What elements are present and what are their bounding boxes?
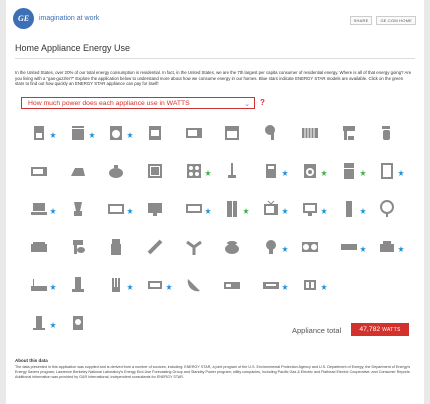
energy-star-icon [50,208,56,214]
fridge-freezer-icon[interactable] [223,200,241,218]
energy-star-icon [89,132,95,138]
printer-icon[interactable] [378,238,396,256]
unit-selector[interactable] [21,97,255,109]
energy-star-icon [398,246,404,252]
toaster-oven-icon[interactable] [30,162,48,180]
header-bar [6,0,424,36]
total-value: 47,782 [359,326,381,333]
total-label: Appliance total [292,326,342,335]
set-top-box-icon[interactable] [107,200,125,218]
baby-monitor-icon[interactable] [69,314,87,332]
energy-star-icon [282,246,288,252]
washing-machine-icon[interactable] [301,162,319,180]
rice-cooker-icon[interactable] [223,238,241,256]
appliance-item[interactable] [295,156,332,192]
router-icon[interactable] [30,276,48,294]
page [6,0,424,404]
crt-tv-icon[interactable] [262,200,280,218]
appliance-item[interactable] [372,194,409,230]
appliance-item[interactable] [372,156,409,192]
appliance-item [334,270,371,306]
lcd-tv-icon[interactable] [146,200,164,218]
appliance-item[interactable] [334,194,371,230]
about-heading: About this data [15,358,48,363]
about-text: The data presented in this application was supplied and is derived from a number of sources, including: ENERGY STAR, a joint program of the U.S. Environmental Protection Agency and U.S. Department of Energy; the Department of Energy's Energy Savers program; Lawrence Berkeley National Laboratory's Energy End-Use Forecasting Group and Standby Power program; utility companies, including Pacific Gas & Electric and Flathead Electric Cooperative; and Consumer Reports. Additional information was provided by G&R International, independent consultants for ENERGY STAR. [15,365,411,379]
dryer-icon[interactable] [107,124,125,142]
unit-selector-question: How much power does each appliance use in [28,100,165,107]
appliance-item[interactable] [334,232,371,268]
energy-star-icon [166,284,172,290]
cooktop-icon[interactable] [185,162,203,180]
energy-star-icon [282,284,288,290]
energy-star-payback-icon[interactable] [205,170,211,176]
energy-star-icon [205,208,211,214]
energy-star-payback-icon[interactable] [321,170,327,176]
monitor-icon[interactable] [301,200,319,218]
appliance-item[interactable] [217,232,254,268]
intro-text: In the United States, over 20% of our total energy consumption is residential. In fact, in the United States, we are the 7th largest per capita consumer of residential energy. Where is all of that energy going? Are you living with a "gas-guzzler?" Explore the application below to understand more about how we consume energy in our homes. Blue stars indicate ENERGY STAR models are available. Click on the green stars to find out how quickly an ENERGY STAR appliance can pay for itself! [15,70,412,87]
energy-star-icon [127,132,133,138]
dishwasher-icon[interactable] [69,124,87,142]
appliance-item[interactable] [101,194,138,230]
appliance-item[interactable] [24,194,61,230]
dvd-player-icon[interactable] [340,238,358,256]
energy-star-icon [282,170,288,176]
light-bulb-icon[interactable] [262,238,280,256]
appliance-item[interactable] [295,232,332,268]
appliance-item[interactable] [256,270,293,306]
appliance-item[interactable] [24,308,61,344]
appliance-item[interactable] [256,118,293,154]
appliance-item[interactable] [140,270,177,306]
share-button[interactable]: SHARE [350,16,373,25]
appliance-item[interactable] [24,270,61,306]
energy-star-icon [282,208,288,214]
hair-dryer-icon[interactable] [262,124,280,142]
iron-icon[interactable] [69,162,87,180]
appliance-item[interactable] [295,270,332,306]
appliance-item[interactable] [179,156,216,192]
appliance-item[interactable] [295,194,332,230]
cfl-bulb-icon[interactable] [107,276,125,294]
appliance-item[interactable] [63,232,100,268]
appliance-grid [24,118,416,323]
appliance-item[interactable] [334,156,371,192]
espresso-machine-icon[interactable] [340,124,358,142]
range-icon[interactable] [146,162,164,180]
total-unit: WATTS [382,326,401,333]
appliance-item[interactable] [24,232,61,268]
header-actions [350,16,416,25]
vacuum-icon[interactable] [223,162,241,180]
ceiling-fan-icon[interactable] [185,238,203,256]
stereo-icon[interactable] [301,238,319,256]
energy-star-payback-icon[interactable] [243,208,249,214]
spray-bottle-icon[interactable] [378,124,396,142]
appliance-item[interactable] [63,270,100,306]
appliance-item[interactable] [217,270,254,306]
scanner-icon[interactable] [30,238,48,256]
unit-selector-label [28,100,190,107]
energy-star-icon [50,132,56,138]
energy-star-payback-icon[interactable] [360,170,366,176]
radiator-icon[interactable] [301,124,319,142]
appliance-item[interactable] [334,118,371,154]
laptop-icon[interactable] [30,200,48,218]
appliance-item[interactable] [179,232,216,268]
fan-icon[interactable] [378,200,396,218]
flat-tv-icon[interactable] [185,200,203,218]
energy-star-icon [127,208,133,214]
appliance-item[interactable] [24,118,61,154]
appliance-item[interactable] [101,232,138,268]
desktop-tower-icon[interactable] [340,200,358,218]
appliance-item [372,270,409,306]
energy-star-icon [321,284,327,290]
game-console-icon[interactable] [146,276,164,294]
blender-icon[interactable] [69,200,87,218]
water-dispenser-icon[interactable] [107,238,125,256]
appliance-item[interactable] [63,156,100,192]
appliance-item[interactable] [179,194,216,230]
refrigerator-icon[interactable] [340,162,358,180]
appliance-item[interactable] [140,156,177,192]
appliance-item[interactable] [140,194,177,230]
appliance-item[interactable] [256,156,293,192]
vcr-icon[interactable] [262,276,280,294]
appliance-item[interactable] [63,194,100,230]
appliance-item[interactable] [63,118,100,154]
help-icon[interactable]: ? [260,98,265,107]
energy-star-icon [127,284,133,290]
appliance-item[interactable] [24,156,61,192]
unit-selector-value: WATTS [166,100,190,107]
appliance-item[interactable] [140,118,177,154]
appliance-item[interactable] [179,270,216,306]
energy-star-icon [50,284,56,290]
washer-icon[interactable] [146,124,164,142]
appliance-item[interactable] [101,270,138,306]
energy-star-icon [321,208,327,214]
tagline: imagination at work [39,15,100,22]
appliance-item[interactable] [256,232,293,268]
appliance-item[interactable] [217,118,254,154]
energy-star-icon [50,322,56,328]
dehumidifier-icon[interactable] [262,162,280,180]
energy-star-icon [360,246,366,252]
ge-logo[interactable]: GE [13,8,34,29]
appliance-item[interactable] [372,232,409,268]
oven-icon[interactable] [223,124,241,142]
coffee-maker-icon[interactable] [30,124,48,142]
appliance-item[interactable] [217,156,254,192]
appliance-item[interactable] [179,118,216,154]
appliance-item[interactable] [140,232,177,268]
freezer-icon[interactable] [378,162,396,180]
cordless-phone-icon[interactable] [69,276,87,294]
satellite-dish-icon[interactable] [185,276,203,294]
appliance-item[interactable] [217,194,254,230]
energy-star-icon [360,208,366,214]
total-value-badge [351,323,409,336]
appliance-item[interactable] [101,156,138,192]
stand-mixer-icon[interactable] [69,238,87,256]
appliance-item[interactable] [295,118,332,154]
appliance-item[interactable] [256,194,293,230]
energy-star-icon [398,170,404,176]
title-divider [15,58,415,59]
page-title: Home Appliance Energy Use [15,43,131,53]
desk-phone-icon[interactable] [30,314,48,332]
ge-home-button[interactable]: GE.COM HOME [376,16,416,25]
battery-charger-icon[interactable] [301,276,319,294]
appliance-item[interactable] [63,308,100,344]
appliance-item[interactable] [101,118,138,154]
hair-trimmer-icon[interactable] [146,238,164,256]
slow-cooker-icon[interactable] [107,162,125,180]
appliance-item[interactable] [372,118,409,154]
cable-box-icon[interactable] [223,276,241,294]
microwave-icon[interactable] [185,124,203,142]
chevron-down-icon: ⌄ [244,101,250,108]
